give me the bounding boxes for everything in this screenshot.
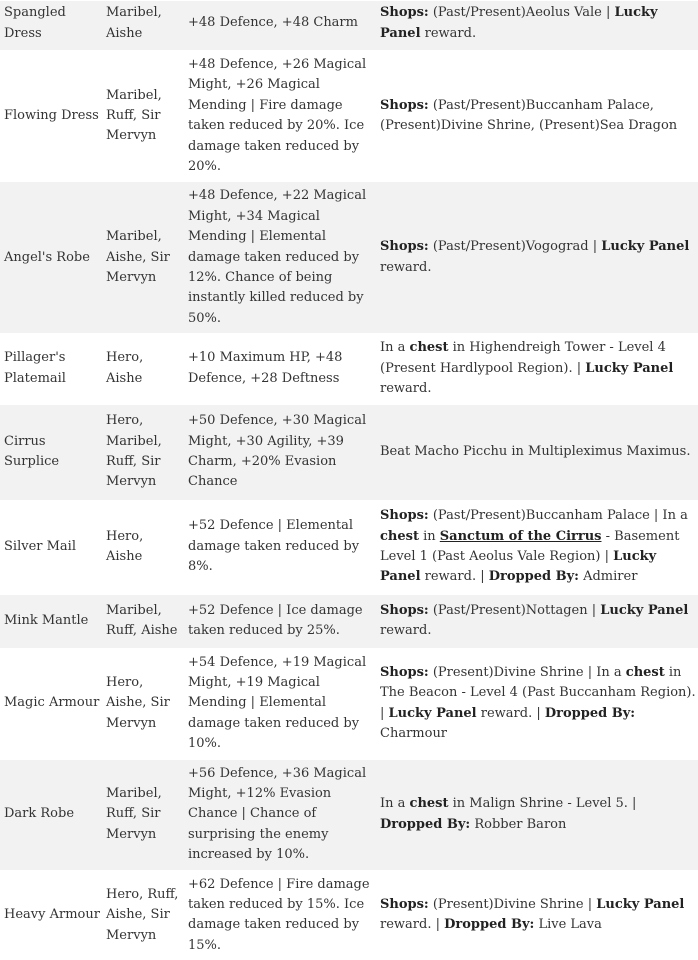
armour-name-cell: Silver Mail — [0, 500, 102, 594]
armour-location-cell — [376, 870, 698, 960]
armour-name-cell: Cirrus Surplice — [0, 404, 102, 500]
location-segment: reward. | — [421, 569, 489, 584]
location-segment: Shops: — [380, 665, 429, 680]
location-segment: Lucky Panel — [585, 361, 673, 376]
location-link[interactable]: Sanctum of the Cirrus — [440, 529, 602, 544]
location-segment: Lucky Panel — [380, 549, 656, 584]
location-segment: (Past/Present)Buccanham Palace | In a — [429, 508, 688, 523]
location-segment: (Present)Divine Shrine | — [429, 897, 597, 912]
location-segment: (Past/Present)Vogograd | — [429, 239, 602, 254]
armour-users-cell: Hero, Aishe, Sir Mervyn — [102, 648, 184, 759]
table-row — [0, 1, 698, 51]
location-segment: Robber Baron — [470, 817, 566, 832]
armour-stats-cell: +48 Defence, +48 Charm — [184, 1, 376, 51]
location-segment: reward. | — [380, 917, 444, 932]
armour-name-cell: Spangled Dress — [0, 1, 102, 51]
location-segment: chest — [380, 529, 419, 544]
armour-users-cell: Maribel, Ruff, Sir Mervyn — [102, 51, 184, 182]
location-segment: reward. — [380, 260, 431, 275]
armour-stats-cell: +48 Defence, +26 Magical Might, +26 Magical Mending | Fire damage taken reduced by 20%. Ice damage taken reduced by 20%. — [184, 51, 376, 182]
armour-name-cell: Flowing Dress — [0, 51, 102, 182]
armour-table-body — [0, 1, 698, 960]
location-segment: in The Beacon - Level 4 (Past Buccanham Region). | — [380, 665, 696, 721]
location-segment: in Malign Shrine - Level 5. | — [449, 796, 637, 811]
armour-stats-cell: +52 Defence | Ice damage taken reduced by 25%. — [184, 594, 376, 648]
location-segment: (Past/Present)Nottagen | — [429, 603, 601, 618]
armour-stats-cell: +10 Maximum HP, +48 Defence, +28 Deftness — [184, 334, 376, 404]
armour-location-cell — [376, 182, 698, 334]
armour-users-cell: Hero, Aishe — [102, 500, 184, 594]
table-row — [0, 648, 698, 759]
armour-users-cell: Hero, Maribel, Ruff, Sir Mervyn — [102, 404, 184, 500]
location-segment: reward. — [380, 381, 431, 396]
location-segment: Lucky Panel — [389, 706, 477, 721]
location-segment: reward. — [421, 26, 477, 41]
location-segment: reward. | — [477, 706, 545, 721]
armour-users-cell: Maribel, Ruff, Sir Mervyn — [102, 759, 184, 870]
armour-name-cell: Heavy Armour — [0, 870, 102, 960]
armour-location-cell — [376, 1, 698, 51]
location-segment: (Present)Divine Shrine | In a — [429, 665, 626, 680]
location-segment: Dropped By: — [489, 569, 579, 584]
location-segment: Lucky Panel — [601, 239, 689, 254]
armour-stats-cell: +50 Defence, +30 Magical Might, +30 Agility, +39 Charm, +20% Evasion Chance — [184, 404, 376, 500]
location-segment: Dropped By: — [444, 917, 534, 932]
armour-name-cell: Magic Armour — [0, 648, 102, 759]
armour-users-cell: Hero, Aishe — [102, 334, 184, 404]
armour-stats-cell: +48 Defence, +22 Magical Might, +34 Magical Mending | Elemental damage taken reduced by 12%. Chance of being instantly killed reduced by 50%. — [184, 182, 376, 334]
table-row — [0, 870, 698, 960]
table-row — [0, 182, 698, 334]
armour-location-cell — [376, 334, 698, 404]
location-segment: in — [419, 529, 440, 544]
location-segment: In a — [380, 340, 410, 355]
armour-location-cell — [376, 648, 698, 759]
armour-name-cell: Dark Robe — [0, 759, 102, 870]
table-row — [0, 759, 698, 870]
location-segment: Beat Macho Picchu in Multipleximus Maximus. — [380, 444, 690, 459]
armour-users-cell: Hero, Ruff, Aishe, Sir Mervyn — [102, 870, 184, 960]
location-segment: in Highendreigh Tower - Level 4 (Present Hardlypool Region). | — [380, 340, 666, 375]
location-segment: Dropped By: — [380, 817, 470, 832]
location-segment: - Basement Level 1 (Past Aeolus Vale Region) | — [380, 529, 679, 564]
location-segment: Lucky Panel — [596, 897, 684, 912]
location-segment: reward. — [380, 623, 431, 638]
location-segment: Admirer — [579, 569, 637, 584]
armour-location-cell — [376, 51, 698, 182]
location-segment: Dropped By: — [545, 706, 635, 721]
armour-name-cell: Pillager's Platemail — [0, 334, 102, 404]
table-row — [0, 404, 698, 500]
location-segment: Shops: — [380, 508, 429, 523]
armour-users-cell: Maribel, Aishe, Sir Mervyn — [102, 182, 184, 334]
location-segment: chest — [410, 796, 449, 811]
armour-stats-cell: +56 Defence, +36 Magical Might, +12% Evasion Chance | Chance of surprising the enemy increased by 10%. — [184, 759, 376, 870]
location-segment: Shops: — [380, 603, 429, 618]
location-segment: chest — [626, 665, 665, 680]
table-row — [0, 334, 698, 404]
location-segment: Lucky Panel — [600, 603, 688, 618]
armour-users-cell: Maribel, Ruff, Aishe — [102, 594, 184, 648]
armour-stats-cell: +62 Defence | Fire damage taken reduced by 15%. Ice damage taken reduced by 15%. — [184, 870, 376, 960]
location-segment: Lucky Panel — [380, 5, 658, 40]
location-segment: (Past/Present)Buccanham Palace, (Present)Divine Shrine, (Present)Sea Dragon — [380, 98, 677, 133]
armour-stats-cell: +54 Defence, +19 Magical Might, +19 Magical Mending | Elemental damage taken reduced by 10%. — [184, 648, 376, 759]
location-segment: Live Lava — [534, 917, 602, 932]
armour-location-cell — [376, 404, 698, 500]
armour-name-cell: Angel's Robe — [0, 182, 102, 334]
location-segment: chest — [410, 340, 449, 355]
location-segment: Charmour — [380, 726, 447, 741]
table-row — [0, 594, 698, 648]
armour-location-cell — [376, 500, 698, 594]
table-row — [0, 500, 698, 594]
location-segment: Shops: — [380, 98, 429, 113]
armour-location-cell — [376, 759, 698, 870]
location-segment: Shops: — [380, 5, 429, 20]
location-segment: Shops: — [380, 239, 429, 254]
armour-users-cell: Maribel, Aishe — [102, 1, 184, 51]
location-segment: (Past/Present)Aeolus Vale | — [429, 5, 615, 20]
location-segment: Shops: — [380, 897, 429, 912]
armour-stats-cell: +52 Defence | Elemental damage taken reduced by 8%. — [184, 500, 376, 594]
location-segment: In a — [380, 796, 410, 811]
table-row — [0, 51, 698, 182]
armour-name-cell: Mink Mantle — [0, 594, 102, 648]
armour-location-cell — [376, 594, 698, 648]
